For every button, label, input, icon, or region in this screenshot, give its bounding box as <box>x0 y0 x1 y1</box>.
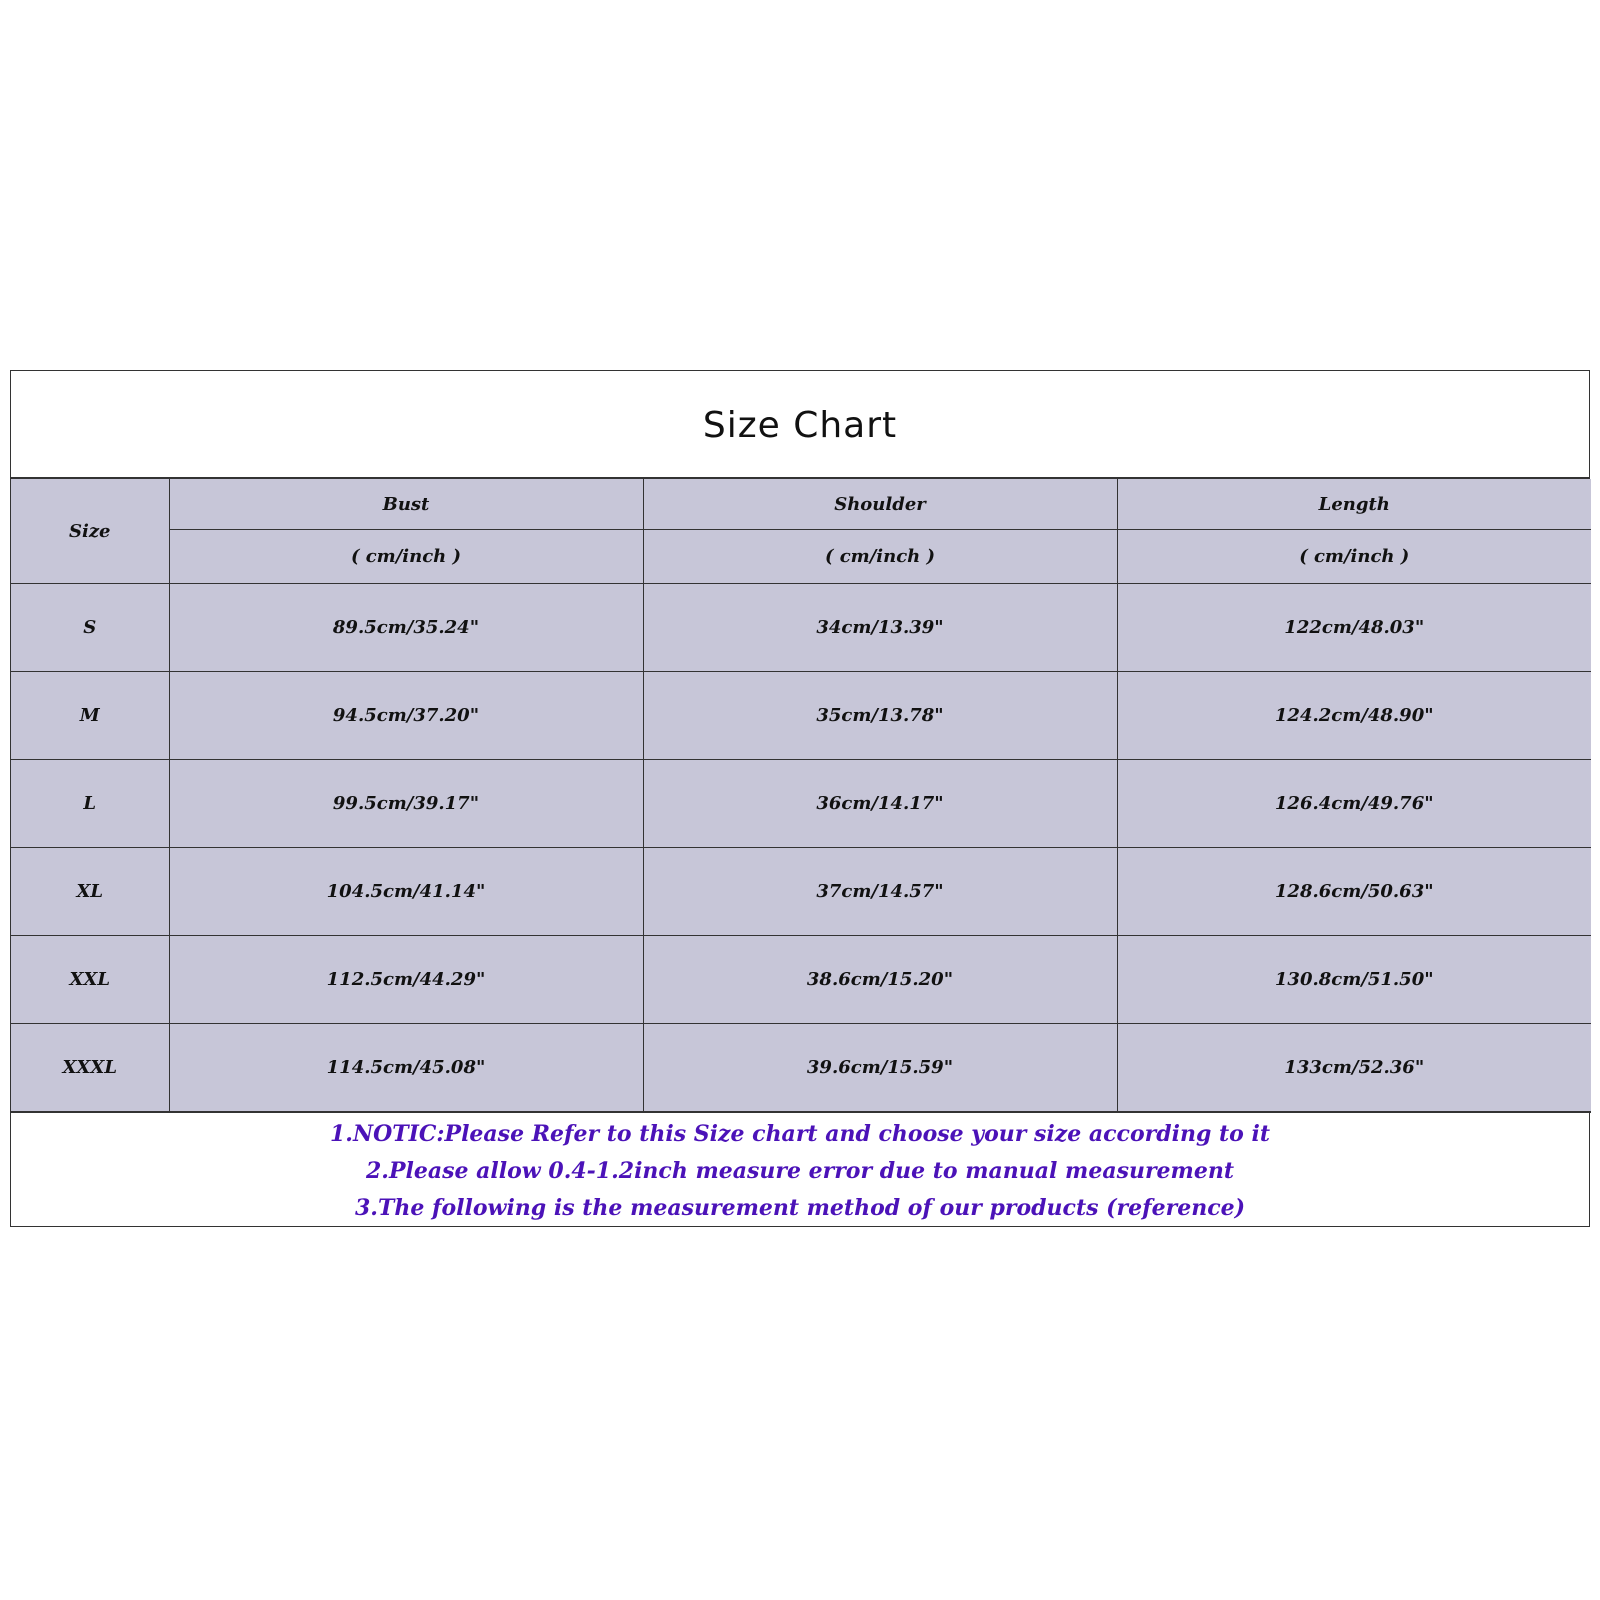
header-bust: Bust <box>169 479 643 530</box>
header-length: Length <box>1117 479 1591 530</box>
shoulder-cell: 35cm/13.78" <box>643 672 1117 760</box>
bust-cell: 89.5cm/35.24" <box>169 584 643 672</box>
shoulder-cell: 36cm/14.17" <box>643 760 1117 848</box>
shoulder-cell: 39.6cm/15.59" <box>643 1024 1117 1113</box>
shoulder-cell: 38.6cm/15.20" <box>643 936 1117 1024</box>
bust-cell: 104.5cm/41.14" <box>169 848 643 936</box>
size-cell: XL <box>11 848 169 936</box>
bust-cell: 114.5cm/45.08" <box>169 1024 643 1113</box>
table-row <box>11 584 1591 672</box>
header-row <box>11 479 1591 530</box>
note-line: 2.Please allow 0.4-1.2inch measure error due to manual measurement <box>365 1158 1234 1184</box>
bust-cell: 112.5cm/44.29" <box>169 936 643 1024</box>
unit-bust: ( cm/inch ) <box>169 530 643 584</box>
table-row <box>11 1024 1591 1113</box>
note-line: 1.NOTIC:Please Refer to this Size chart and choose your size according to it <box>330 1121 1270 1147</box>
unit-shoulder: ( cm/inch ) <box>643 530 1117 584</box>
length-cell: 124.2cm/48.90" <box>1117 672 1591 760</box>
length-cell: 122cm/48.03" <box>1117 584 1591 672</box>
shoulder-cell: 34cm/13.39" <box>643 584 1117 672</box>
table-row <box>11 672 1591 760</box>
chart-title: Size Chart <box>702 404 898 446</box>
size-cell: S <box>11 584 169 672</box>
shoulder-cell: 37cm/14.57" <box>643 848 1117 936</box>
bust-cell: 99.5cm/39.17" <box>169 760 643 848</box>
size-table <box>11 479 1591 1113</box>
note-line: 3.The following is the measurement method of our products (reference) <box>355 1195 1245 1221</box>
size-cell: XXL <box>11 936 169 1024</box>
title-band <box>11 371 1589 479</box>
size-cell: XXXL <box>11 1024 169 1113</box>
bust-cell: 94.5cm/37.20" <box>169 672 643 760</box>
length-cell: 128.6cm/50.63" <box>1117 848 1591 936</box>
unit-length: ( cm/inch ) <box>1117 530 1591 584</box>
unit-row <box>11 530 1591 584</box>
table-row <box>11 760 1591 848</box>
table-row <box>11 936 1591 1024</box>
table-row <box>11 848 1591 936</box>
header-size: Size <box>11 479 169 584</box>
header-shoulder: Shoulder <box>643 479 1117 530</box>
length-cell: 130.8cm/51.50" <box>1117 936 1591 1024</box>
notes-section <box>11 1113 1589 1230</box>
length-cell: 126.4cm/49.76" <box>1117 760 1591 848</box>
size-cell: L <box>11 760 169 848</box>
size-cell: M <box>11 672 169 760</box>
length-cell: 133cm/52.36" <box>1117 1024 1591 1113</box>
size-chart <box>10 370 1590 1227</box>
